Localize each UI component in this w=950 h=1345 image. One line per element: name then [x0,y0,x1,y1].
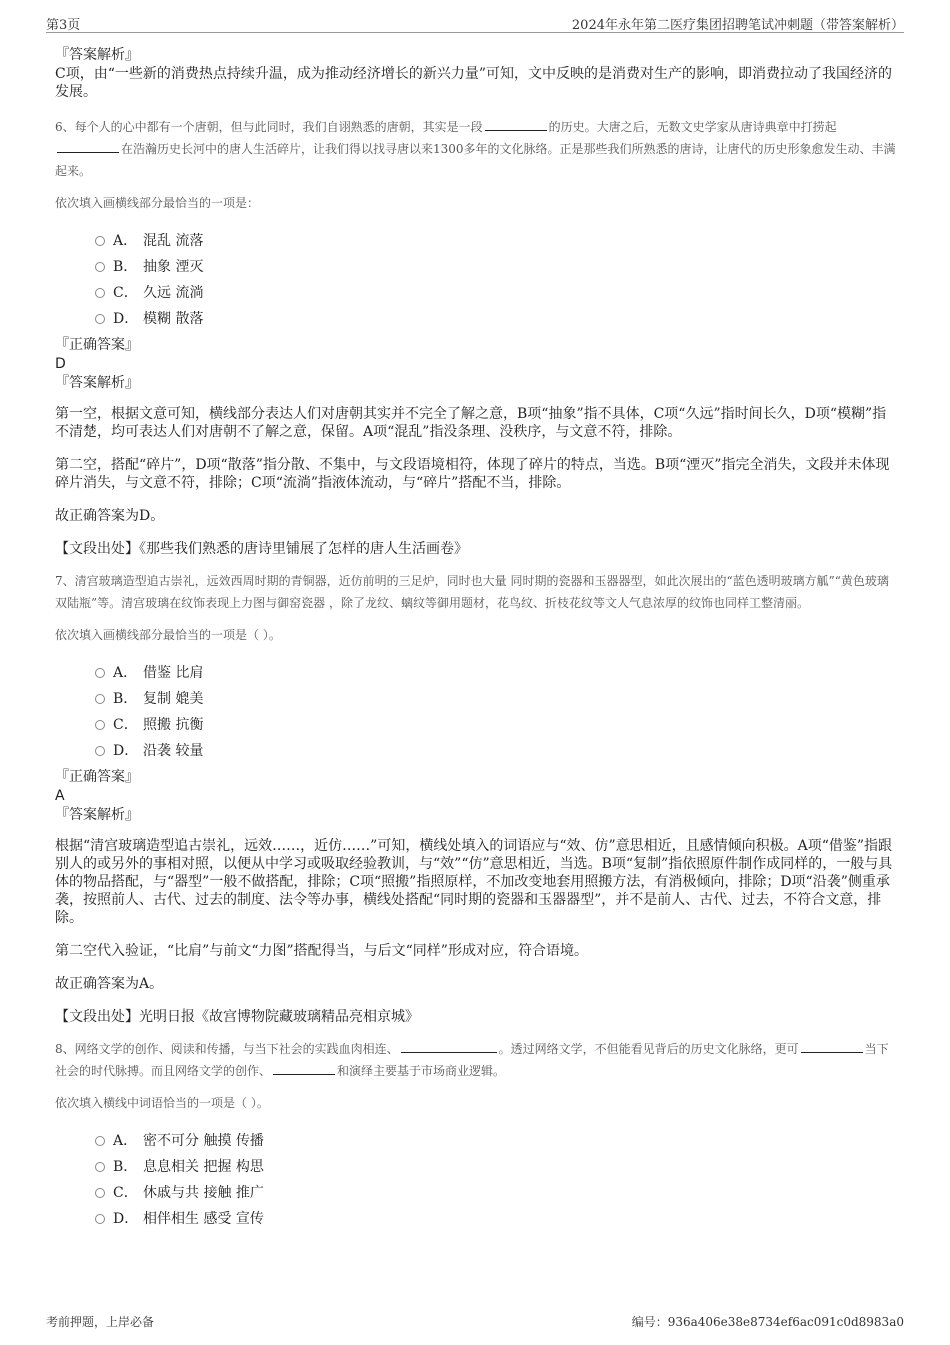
radio-icon[interactable] [95,1136,105,1146]
q8-blank-1 [401,1040,497,1053]
q7-option-a[interactable]: A． 借鉴 比肩 [95,660,897,686]
answer-label: 『正确答案』 [55,769,139,785]
q8-option-c[interactable]: C． 休戚与共 接触 推广 [95,1180,897,1206]
q6-option-a[interactable]: A． 混乱 流落 [95,228,897,254]
q7-option-b[interactable]: B． 复制 媲美 [95,686,897,712]
q7-prompt: 依次填入画横线部分最恰当的一项是（ ）。 [55,628,281,642]
explanation-label: 『答案解析』 [55,375,139,391]
radio-icon[interactable] [95,236,105,246]
footer-slogan: 考前押题，上岸必备 [46,1315,155,1329]
page-number: 第3页 [46,18,81,33]
radio-icon[interactable] [95,668,105,678]
q6-prompt: 依次填入画横线部分最恰当的一项是： [55,196,260,210]
answer-label: 『正确答案』 [55,337,139,353]
document-code: 编号：936a406e38e8734ef6ac091c0d8983a0 [631,1315,904,1329]
radio-icon[interactable] [95,262,105,272]
q7-explanation-2: 第二空代入验证，“比肩”与前文“力图”搭配得当，与后文“同样”形成对应，符合语境。 [55,943,588,959]
q8-text: 8、网络文学的创作、阅读和传播，与当下社会的实践血肉相连、 。透过网络文学，不但能看见背后的历史文化脉络，更可 当下社会的时代脉搏。而且网络文学的创作、 和演绎主要基于市场商业逻辑。 [55,1042,889,1078]
q8-option-a[interactable]: A． 密不可分 触摸 传播 [95,1128,897,1154]
explanation-label: 『答案解析』 [55,47,139,63]
page-footer [46,1313,904,1331]
q7-explanation-1: 根据“清宫玻璃造型追古崇礼，远效……，近仿……”可知，横线处填入的词语应与“效、仿”意思相近，且感情倾向积极。A项“借鉴”指跟别人的或另外的事相对照，以便从中学习或吸取经验教训，与“效”“仿”意思相近，当选。B项“复制”指依照原件制作成同样的，一般与具体的物品搭配，与“器型”一般不做搭配，排除；C项“照搬”指照原样，不加改变地套用照搬方法，有消极倾向，排除；D项“沿袭”侧重承袭，按照前人、古代、过去的制度、法令等办事，横线处搭配“同时期的瓷器和玉器器型”，并不是前人、古代、过去，不符合文意，排除。 [55,838,893,926]
q6-explanation-3: 故正确答案为D。 [55,508,165,524]
radio-icon[interactable] [95,1162,105,1172]
q6-explanation-1: 第一空，根据文意可知，横线部分表达人们对唐朝其实并不完全了解之意，B项“抽象”指不具体，C项“久远”指时间长久，D项“模糊”指不清楚，均可表达人们对唐朝不了解之意，保留。A项“混乱”指没条理、没秩序，与文意不符，排除。 [55,406,887,440]
q7-answer: A [55,788,65,804]
q7-source: 【文段出处】光明日报《故宫博物院藏玻璃精品亮相京城》 [55,1009,419,1025]
q6-option-b[interactable]: B． 抽象 湮灭 [95,254,897,280]
q8-blank-2 [801,1040,863,1053]
radio-icon[interactable] [95,746,105,756]
radio-icon[interactable] [95,1188,105,1198]
q8-prompt: 依次填入横线中词语恰当的一项是（ ）。 [55,1096,269,1110]
radio-icon[interactable] [95,314,105,324]
q6-answer: D [55,356,66,372]
q6-blank-2 [57,140,119,153]
q6-explanation-2: 第二空，搭配“碎片”，D项“散落”指分散、不集中，与文段语境相符，体现了碎片的特点，当选。B项“湮灭”指完全消失，文段并未体现碎片消失，与文意不符，排除；C项“流淌”指液体流动，与“碎片”搭配不当，排除。 [55,457,890,491]
q7-option-d[interactable]: D． 沿袭 较量 [95,738,897,764]
q6-text: 6、每个人的心中都有一个唐朝，但与此同时，我们自诩熟悉的唐朝，其实是一段 的历史。大唐之后，无数文史学家从唐诗典章中打捞起在浩瀚历史长河中的唐人生活碎片，让我们得以找寻唐以来1300多年的文化脉络。正是那些我们所熟悉的唐诗，让唐代的历史形象愈发生动、丰满起来。 [55,120,896,178]
document-title: 2024年永年第二医疗集团招聘笔试冲刺题（带答案解析） [571,18,904,33]
radio-icon[interactable] [95,1214,105,1224]
q7-option-c[interactable]: C． 照搬 抗衡 [95,712,897,738]
q6-options [95,228,897,332]
q6-blank-1 [485,118,547,131]
q6-option-c[interactable]: C． 久远 流淌 [95,280,897,306]
explanation-label: 『答案解析』 [55,807,139,823]
q6-source: 【文段出处】《那些我们熟悉的唐诗里铺展了怎样的唐人生活画卷》 [55,541,468,557]
q7-explanation-3: 故正确答案为A。 [55,976,164,992]
q8-blank-3 [273,1062,335,1075]
page-content [55,46,897,1232]
page-header [46,10,904,33]
header-divider [46,32,904,33]
radio-icon[interactable] [95,288,105,298]
q7-text: 7、清宫玻璃造型追古崇礼，远效西周时期的青铜器，近仿前明的三足炉，同时也大量 同时期的瓷器和玉器器型，如此次展出的“蓝色透明玻璃方觚”“黄色玻璃双陆瓶”等。清宫玻璃在纹饰表现上力图与御窑瓷器 ，除了龙纹、螭纹等御用题材，花鸟纹、折枝花纹等文人气息浓厚的纹饰也同样工整清丽。 [55,574,889,610]
radio-icon[interactable] [95,694,105,704]
radio-icon[interactable] [95,720,105,730]
q8-options [95,1128,897,1232]
q8-option-b[interactable]: B． 息息相关 把握 构思 [95,1154,897,1180]
q7-options [95,660,897,764]
q5-explanation: C项，由“一些新的消费热点持续升温，成为推动经济增长的新兴力量”可知，文中反映的是消费对生产的影响，即消费拉动了我国经济的发展。 [55,66,893,100]
q8-option-d[interactable]: D． 相伴相生 感受 宣传 [95,1206,897,1232]
q6-option-d[interactable]: D． 模糊 散落 [95,306,897,332]
